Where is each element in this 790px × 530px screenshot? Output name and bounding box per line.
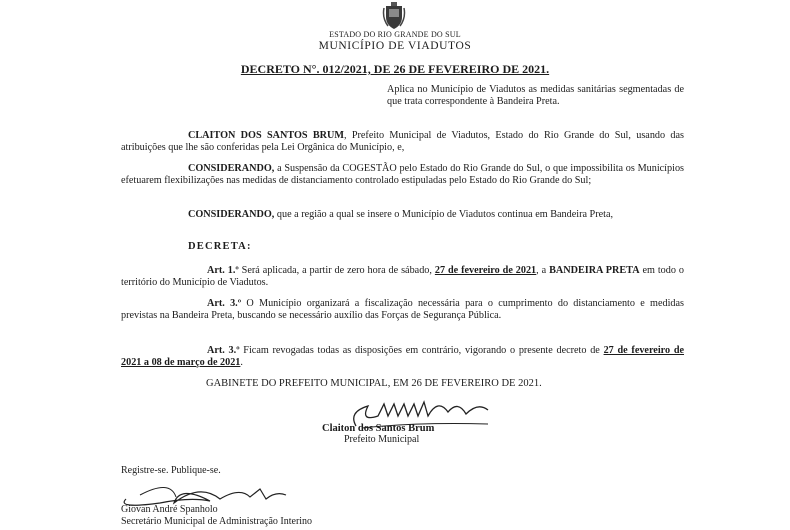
considering-label: CONSIDERANDO,: [188, 163, 275, 174]
considering-text: que a região a qual se insere o Município de Viadutos continua em Bandeira Preta,: [274, 209, 614, 220]
register-note: Registre-se. Publique-se.: [121, 465, 221, 476]
decree-title: DECRETO N°. 012/2021, DE 26 DE FEVEREIRO DE 2021.: [240, 62, 550, 76]
decree-summary: Aplica no Município de Viadutos as medidas sanitárias segmentadas de que trata correspondente à Bandeira Preta.: [387, 84, 684, 107]
start-date: 27 de fevereiro de 2021: [434, 265, 537, 276]
article-label: Art. 3.º: [207, 345, 240, 356]
article-text: , a: [536, 265, 550, 276]
flag-level: BANDEIRA PRETA: [549, 265, 640, 276]
article-text: Será aplicada, a partir de zero hora de sábado,: [238, 265, 435, 276]
preamble-text: , Prefeito Municipal de Viadutos, Estado do Rio Grande do Sul, usando das atribuições que lhe são conferidas pela Lei Orgânica do Município, e,: [121, 130, 684, 153]
mayor-role: Prefeito Municipal: [344, 434, 420, 445]
decrees-heading: DECRETA:: [188, 241, 252, 252]
secretary-name: Giovan André Spanholo: [121, 504, 218, 515]
considering-paragraph-2: [121, 209, 684, 221]
article-text: Ficam revogadas todas as disposições em contrário, vigorando o presente decreto de: [239, 345, 604, 356]
considering-label: CONSIDERANDO,: [188, 209, 275, 220]
mayor-name-signature: Claiton dos Santos Brum: [322, 423, 435, 434]
article-1: [121, 265, 684, 288]
article-2: [121, 298, 684, 321]
closing-line: GABINETE DO PREFEITO MUNICIPAL, EM 26 DE FEVEREIRO DE 2021.: [206, 378, 542, 389]
municipality-name: MUNICÍPIO DE VIADUTOS: [318, 40, 472, 52]
article-3: [121, 345, 684, 368]
coat-of-arms-icon: [382, 2, 406, 30]
article-label: Art. 3.º: [207, 298, 242, 309]
article-text: O Município organizará a fiscalização necessária para o cumprimento do distanciamento e medidas previstas na Bandeira Preta, buscando se necessário auxílio das Forças de Segurança Pública.: [121, 298, 685, 321]
state-name: ESTADO DO RIO GRANDE DO SUL: [329, 30, 461, 39]
considering-text: a Suspensão da COGESTÃO pelo Estado do Rio Grande do Sul, o que impossibilita os Municípios efetuarem flexibilizações nas medidas de distanciamento controlado estipuladas pelo Estado do Rio Grande do Sul;: [121, 163, 684, 186]
secretary-role: Secretário Municipal de Administração Interino: [121, 516, 313, 527]
mayor-name: CLAITON DOS SANTOS BRUM: [188, 130, 344, 141]
preamble-paragraph: [121, 130, 684, 153]
article-text: em todo o território do Município de Viadutos.: [121, 265, 684, 288]
article-label: Art. 1.º: [207, 265, 239, 276]
validity-period: 27 de fevereiro de 2021 a 08 de março de 2021: [121, 345, 685, 368]
considering-paragraph-1: [121, 163, 684, 186]
article-text: .: [240, 356, 243, 368]
